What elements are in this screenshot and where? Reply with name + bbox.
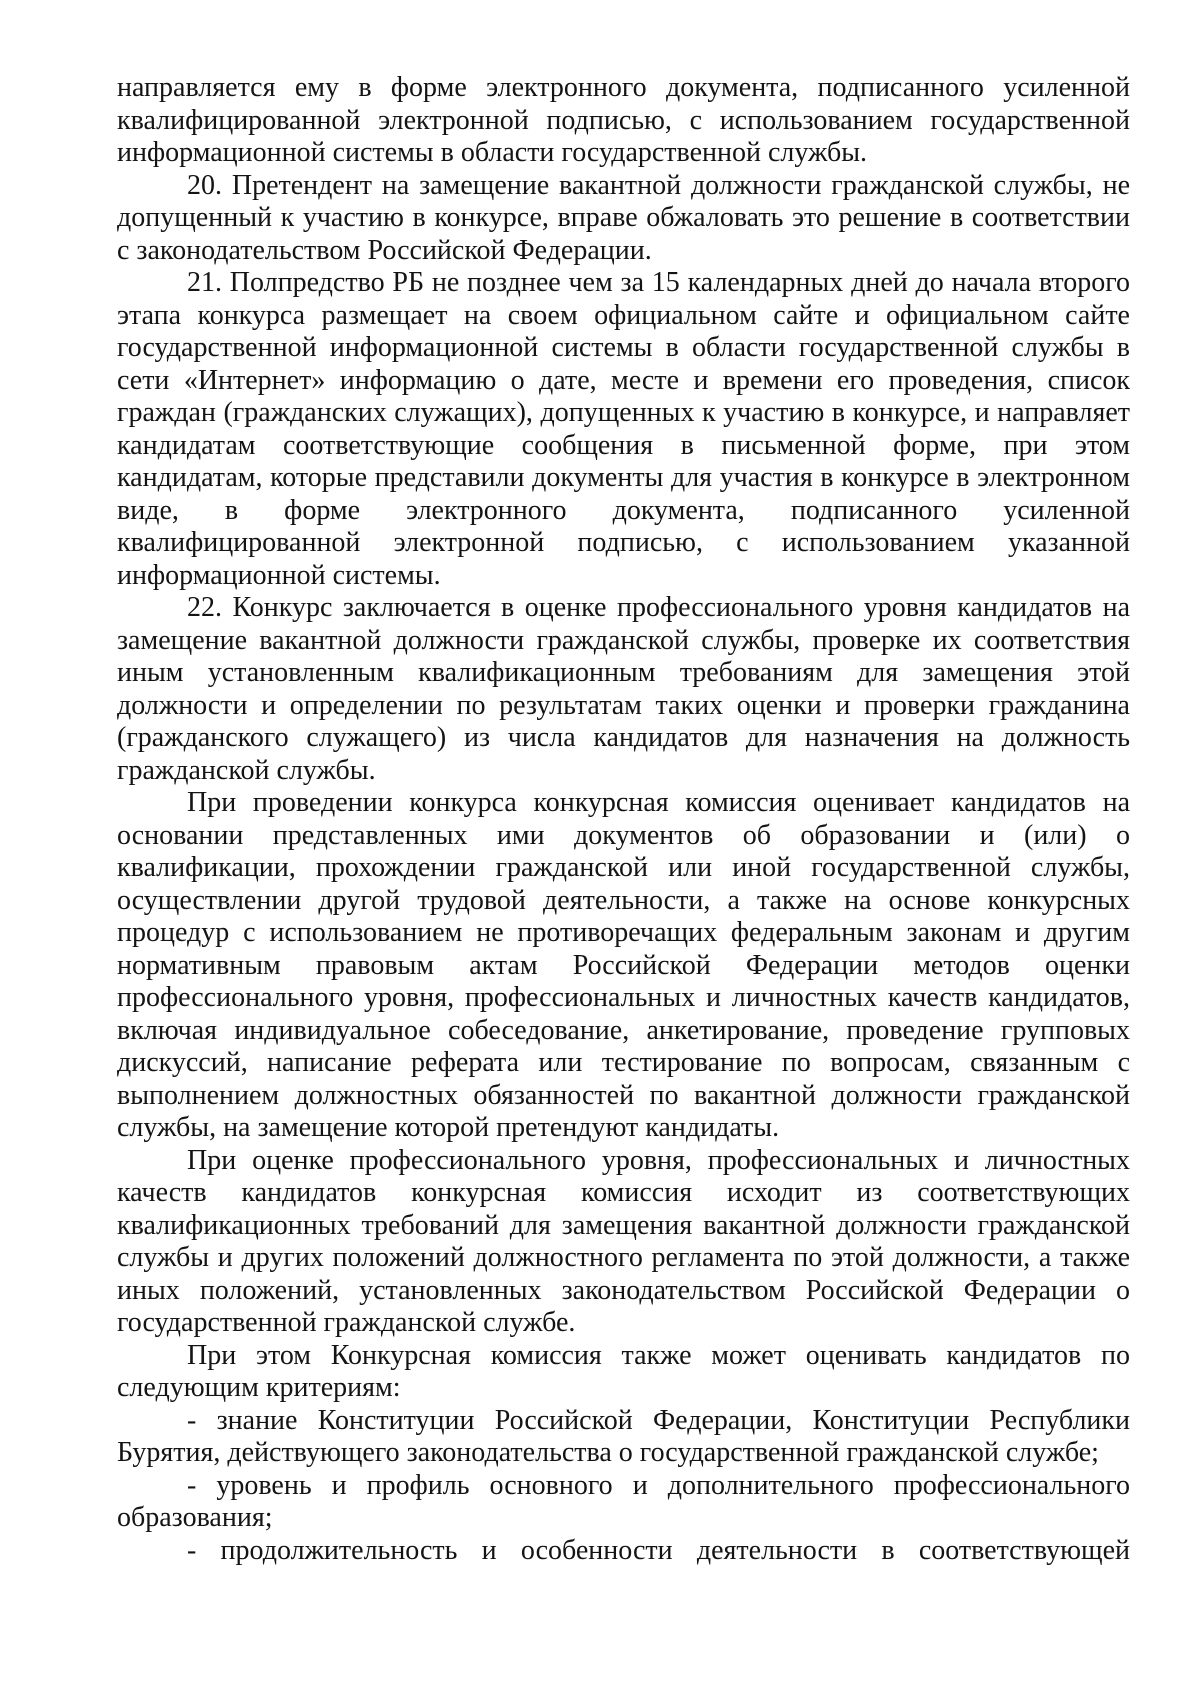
paragraph-20: 20. Претендент на замещение вакантной должности гражданской службы, не допущенный к участию в конкурсе, вправе обжаловать это решение в соответствии с законодательством Российской Федерации. — [117, 169, 1130, 266]
list-item-constitution-knowledge: - знание Конституции Российской Федерации, Конституции Республики Бурятия, действующего законодательства о государственной гражданской службе; — [117, 1404, 1130, 1468]
paragraph-criteria-intro: При этом Конкурсная комиссия также может оценивать кандидатов по следующим критериям: — [117, 1339, 1130, 1403]
paragraph-evaluation-basis: При проведении конкурса конкурсная комиссия оценивает кандидатов на основании представленных ими документов об образовании и (или) о квалификации, прохождении гражданской или иной государственной службы, осуществлении другой трудовой деятельности, а также на основе конкурсных процедур с использованием не противоречащих федеральным законам и другим нормативным правовым актам Российской Федерации методов оценки профессионального уровня, профессиональных и личностных качеств кандидатов, включая индивидуальное собеседование, анкетирование, проведение групповых дискуссий, написание реферата или тестирование по вопросам, связанным с выполнением должностных обязанностей по вакантной должности гражданской службы, на замещение которой претендуют кандидаты. — [117, 787, 1130, 1143]
document-page — [117, 72, 1130, 1567]
paragraph-continuation: направляется ему в форме электронного документа, подписанного усиленной квалифицированной электронной подписью, с использованием государственной информационной системы в области государственной службы. — [117, 72, 1130, 168]
list-item-education-level: - уровень и профиль основного и дополнительного профессионального образования; — [117, 1469, 1130, 1533]
paragraph-22: 22. Конкурс заключается в оценке профессионального уровня кандидатов на замещение вакантной должности гражданской службы, проверке их соответствия иным установленным квалификационным требованиям для замещения этой должности и определении по результатам таких оценки и проверки гражданина (гражданского служащего) из числа кандидатов для назначения на должность гражданской службы. — [117, 592, 1130, 786]
paragraph-21: 21. Полпредство РБ не позднее чем за 15 календарных дней до начала второго этапа конкурса размещает на своем официальном сайте и официальном сайте государственной информационной системы в области государственной службы в сети «Интернет» информацию о дате, месте и времени его проведения, список граждан (гражданских служащих), допущенных к участию в конкурсе, и направляет кандидатам соответствующие сообщения в письменной форме, при этом кандидатам, которые представили документы для участия в конкурсе в электронном виде, в форме электронного документа, подписанного усиленной квалифицированной электронной подписью, с использованием указанной информационной системы. — [117, 267, 1130, 591]
list-item-activity-duration: - продолжительность и особенности деятельности в соответствующей — [187, 1534, 1130, 1566]
paragraph-evaluation-requirements: При оценке профессионального уровня, профессиональных и личностных качеств кандидатов конкурсная комиссия исходит из соответствующих квалификационных требований для замещения вакантной должности гражданской службы и других положений должностного регламента по этой должности, а также иных положений, установленных законодательством Российской Федерации о государственной гражданской службе. — [117, 1144, 1130, 1338]
